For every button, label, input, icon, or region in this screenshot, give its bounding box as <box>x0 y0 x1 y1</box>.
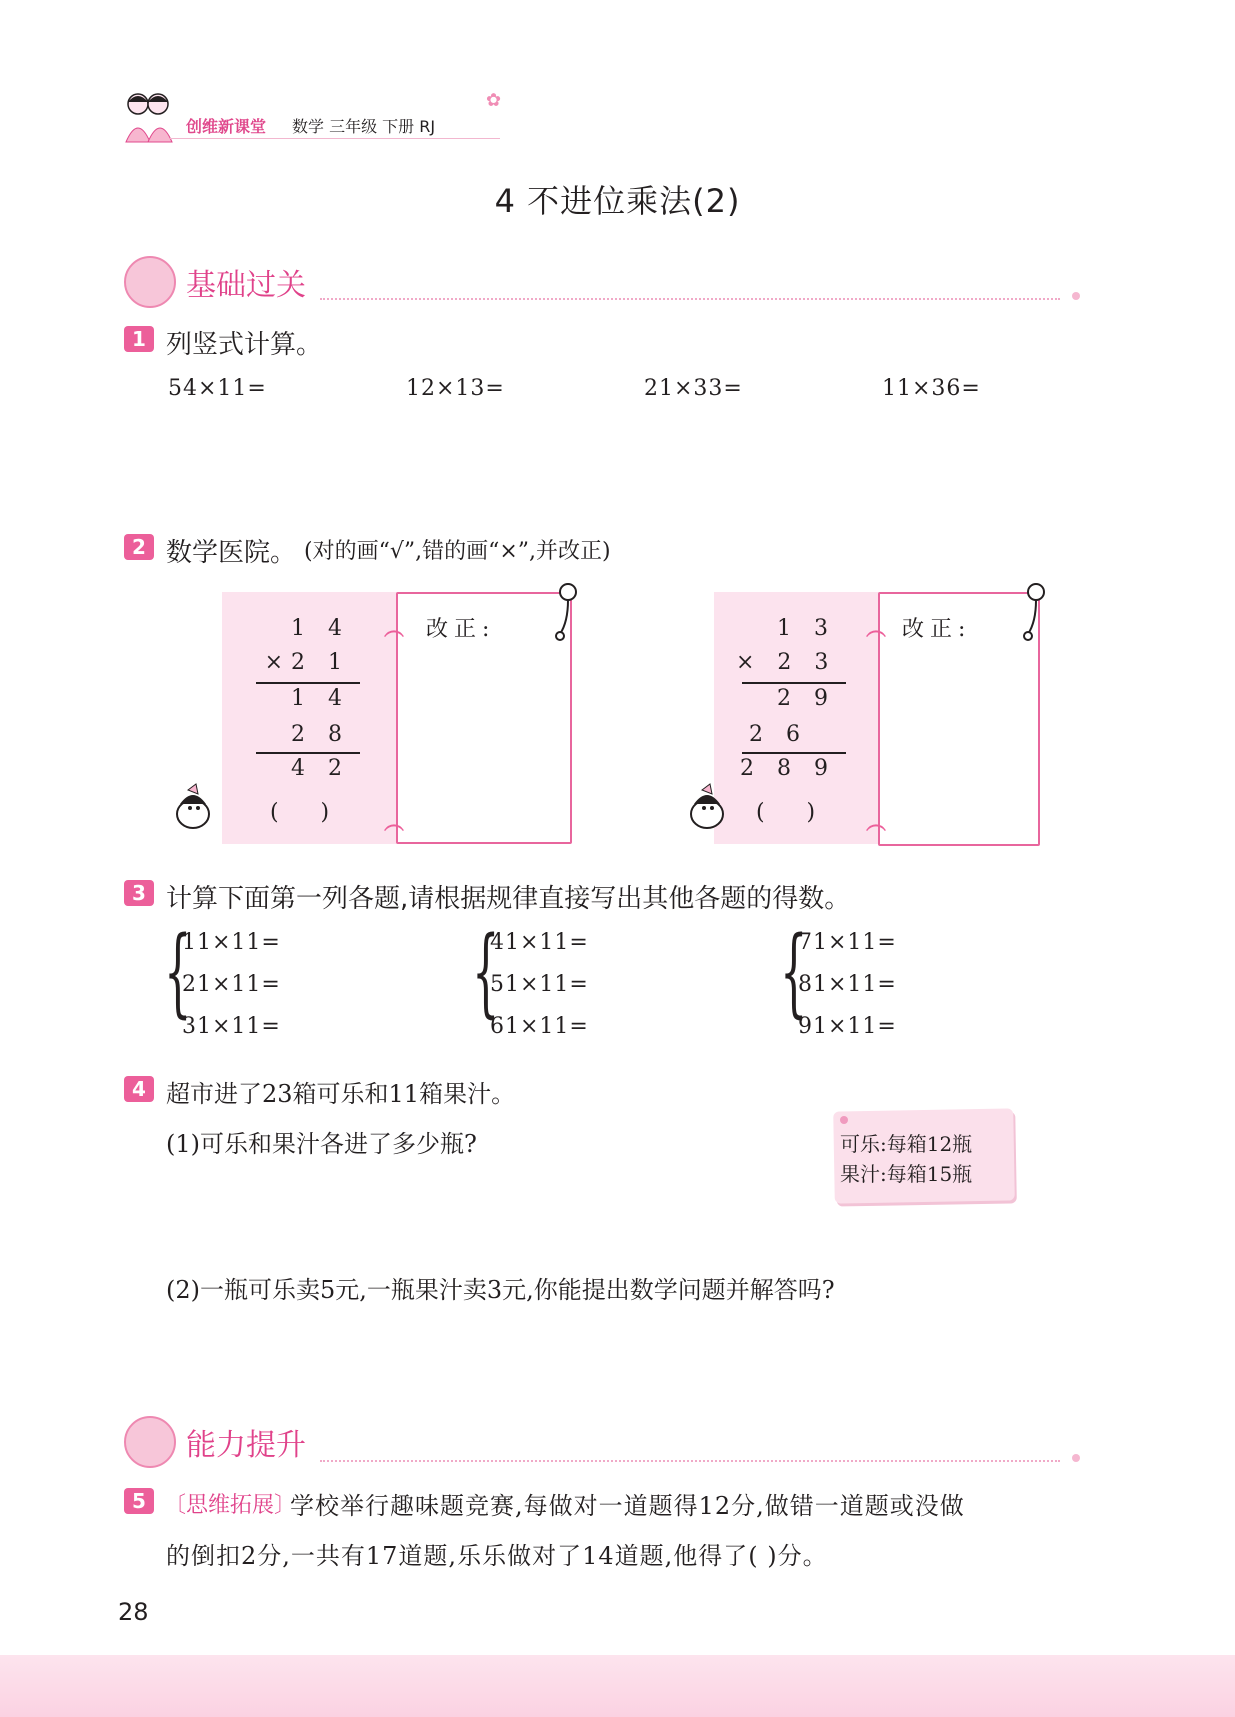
vertical-calc-row: × 2 3 <box>736 650 837 675</box>
calc-line <box>742 752 846 754</box>
lesson-title: 4 不进位乘法(2) <box>494 182 741 220</box>
page-number: 28 <box>118 1598 149 1626</box>
correction-label: 改正: <box>902 617 972 642</box>
teacher-avatar-icon <box>124 256 176 308</box>
brand-name: 创维新课堂 <box>186 117 267 136</box>
calc-line <box>742 682 846 684</box>
brace-icon: { <box>780 916 808 1028</box>
expression: 12×13= <box>406 376 505 401</box>
vertical-calc-row: 2 6 <box>749 722 808 747</box>
expression: 61×11= <box>490 1014 589 1039</box>
brace-icon: { <box>164 916 192 1028</box>
binder-ring-icon: ︵ <box>384 810 404 834</box>
vertical-calc-row: 1 3 <box>777 616 836 641</box>
expression: 11×36= <box>882 376 981 401</box>
question-text: 学校举行趣味题竞赛,每做对一道题得12分,做错一道题或没做 <box>290 1492 965 1520</box>
expression: 51×11= <box>490 972 589 997</box>
stethoscope-icon <box>552 582 582 642</box>
correction-label: 改正: <box>426 617 496 642</box>
section-end-dot-icon <box>1072 1454 1080 1462</box>
binder-ring-icon: ︵ <box>866 810 886 834</box>
stethoscope-icon <box>1020 582 1050 642</box>
question-tag: 〔思维拓展〕 <box>164 1493 297 1518</box>
section-title-advanced: 能力提升 <box>186 1428 306 1463</box>
pin-icon <box>840 1116 848 1124</box>
bird-mascot-icon <box>166 782 220 836</box>
vertical-calc-row: 2 8 <box>291 722 350 747</box>
question-number: 4 <box>124 1076 154 1102</box>
vertical-calc-row: 2 8 9 <box>740 756 836 781</box>
expression: 71×11= <box>798 930 897 955</box>
section-end-dot-icon <box>1072 292 1080 300</box>
expression: 11×11= <box>182 930 281 955</box>
expression: 81×11= <box>798 972 897 997</box>
calc-line <box>256 752 360 754</box>
expression: 21×11= <box>182 972 281 997</box>
answer-parentheses[interactable]: ( ) <box>756 800 816 825</box>
vertical-calc-row: 1 4 <box>291 686 350 711</box>
question-number: 3 <box>124 880 154 906</box>
binder-ring-icon: ︵ <box>866 616 886 640</box>
expression: 21×33= <box>644 376 743 401</box>
question-hint: (对的画“√”,错的画“×”,并改正) <box>304 539 611 564</box>
calc-line <box>256 682 360 684</box>
note-line: 果汁:每箱15瓶 <box>840 1162 973 1186</box>
note-line: 可乐:每箱12瓶 <box>840 1132 973 1156</box>
brace-icon: { <box>472 916 500 1028</box>
question-text: 的倒扣2分,一共有17道题,乐乐做对了14道题,他得了( )分。 <box>166 1542 828 1570</box>
question-text: 列竖式计算。 <box>166 330 323 360</box>
book-subject: 数学 三年级 下册 RJ <box>292 117 436 136</box>
expression: 31×11= <box>182 1014 281 1039</box>
flower-deco-icon: ✿ <box>486 90 502 111</box>
question-number: 5 <box>124 1488 154 1514</box>
question-text: 计算下面第一列各题,请根据规律直接写出其他各题的得数。 <box>166 884 851 914</box>
vertical-calc-row: 4 2 <box>291 756 350 781</box>
sub-question: (1)可乐和果汁各进了多少瓶? <box>166 1130 477 1158</box>
question-text: 数学医院。 <box>166 538 297 568</box>
expression: 91×11= <box>798 1014 897 1039</box>
answer-parentheses[interactable]: ( ) <box>270 800 330 825</box>
expression: 54×11= <box>168 376 267 401</box>
header-divider <box>170 138 500 139</box>
question-text: 超市进了23箱可乐和11箱果汁。 <box>166 1080 516 1108</box>
binder-ring-icon: ︵ <box>384 616 404 640</box>
sub-question: (2)一瓶可乐卖5元,一瓶果汁卖3元,你能提出数学问题并解答吗? <box>166 1276 835 1304</box>
expression: 41×11= <box>490 930 589 955</box>
vertical-calc-row: 2 9 <box>777 686 836 711</box>
teacher-avatar-icon <box>124 1416 176 1468</box>
section-title-basic: 基础过关 <box>186 268 306 303</box>
section-divider <box>320 1460 1060 1462</box>
vertical-calc-row: 1 4 <box>291 616 350 641</box>
vertical-calc-row: ×2 1 <box>264 650 350 675</box>
question-number: 2 <box>124 534 154 560</box>
section-divider <box>320 298 1060 300</box>
question-number: 1 <box>124 326 154 352</box>
footer-band <box>0 1655 1235 1717</box>
bird-mascot-icon <box>680 782 734 836</box>
